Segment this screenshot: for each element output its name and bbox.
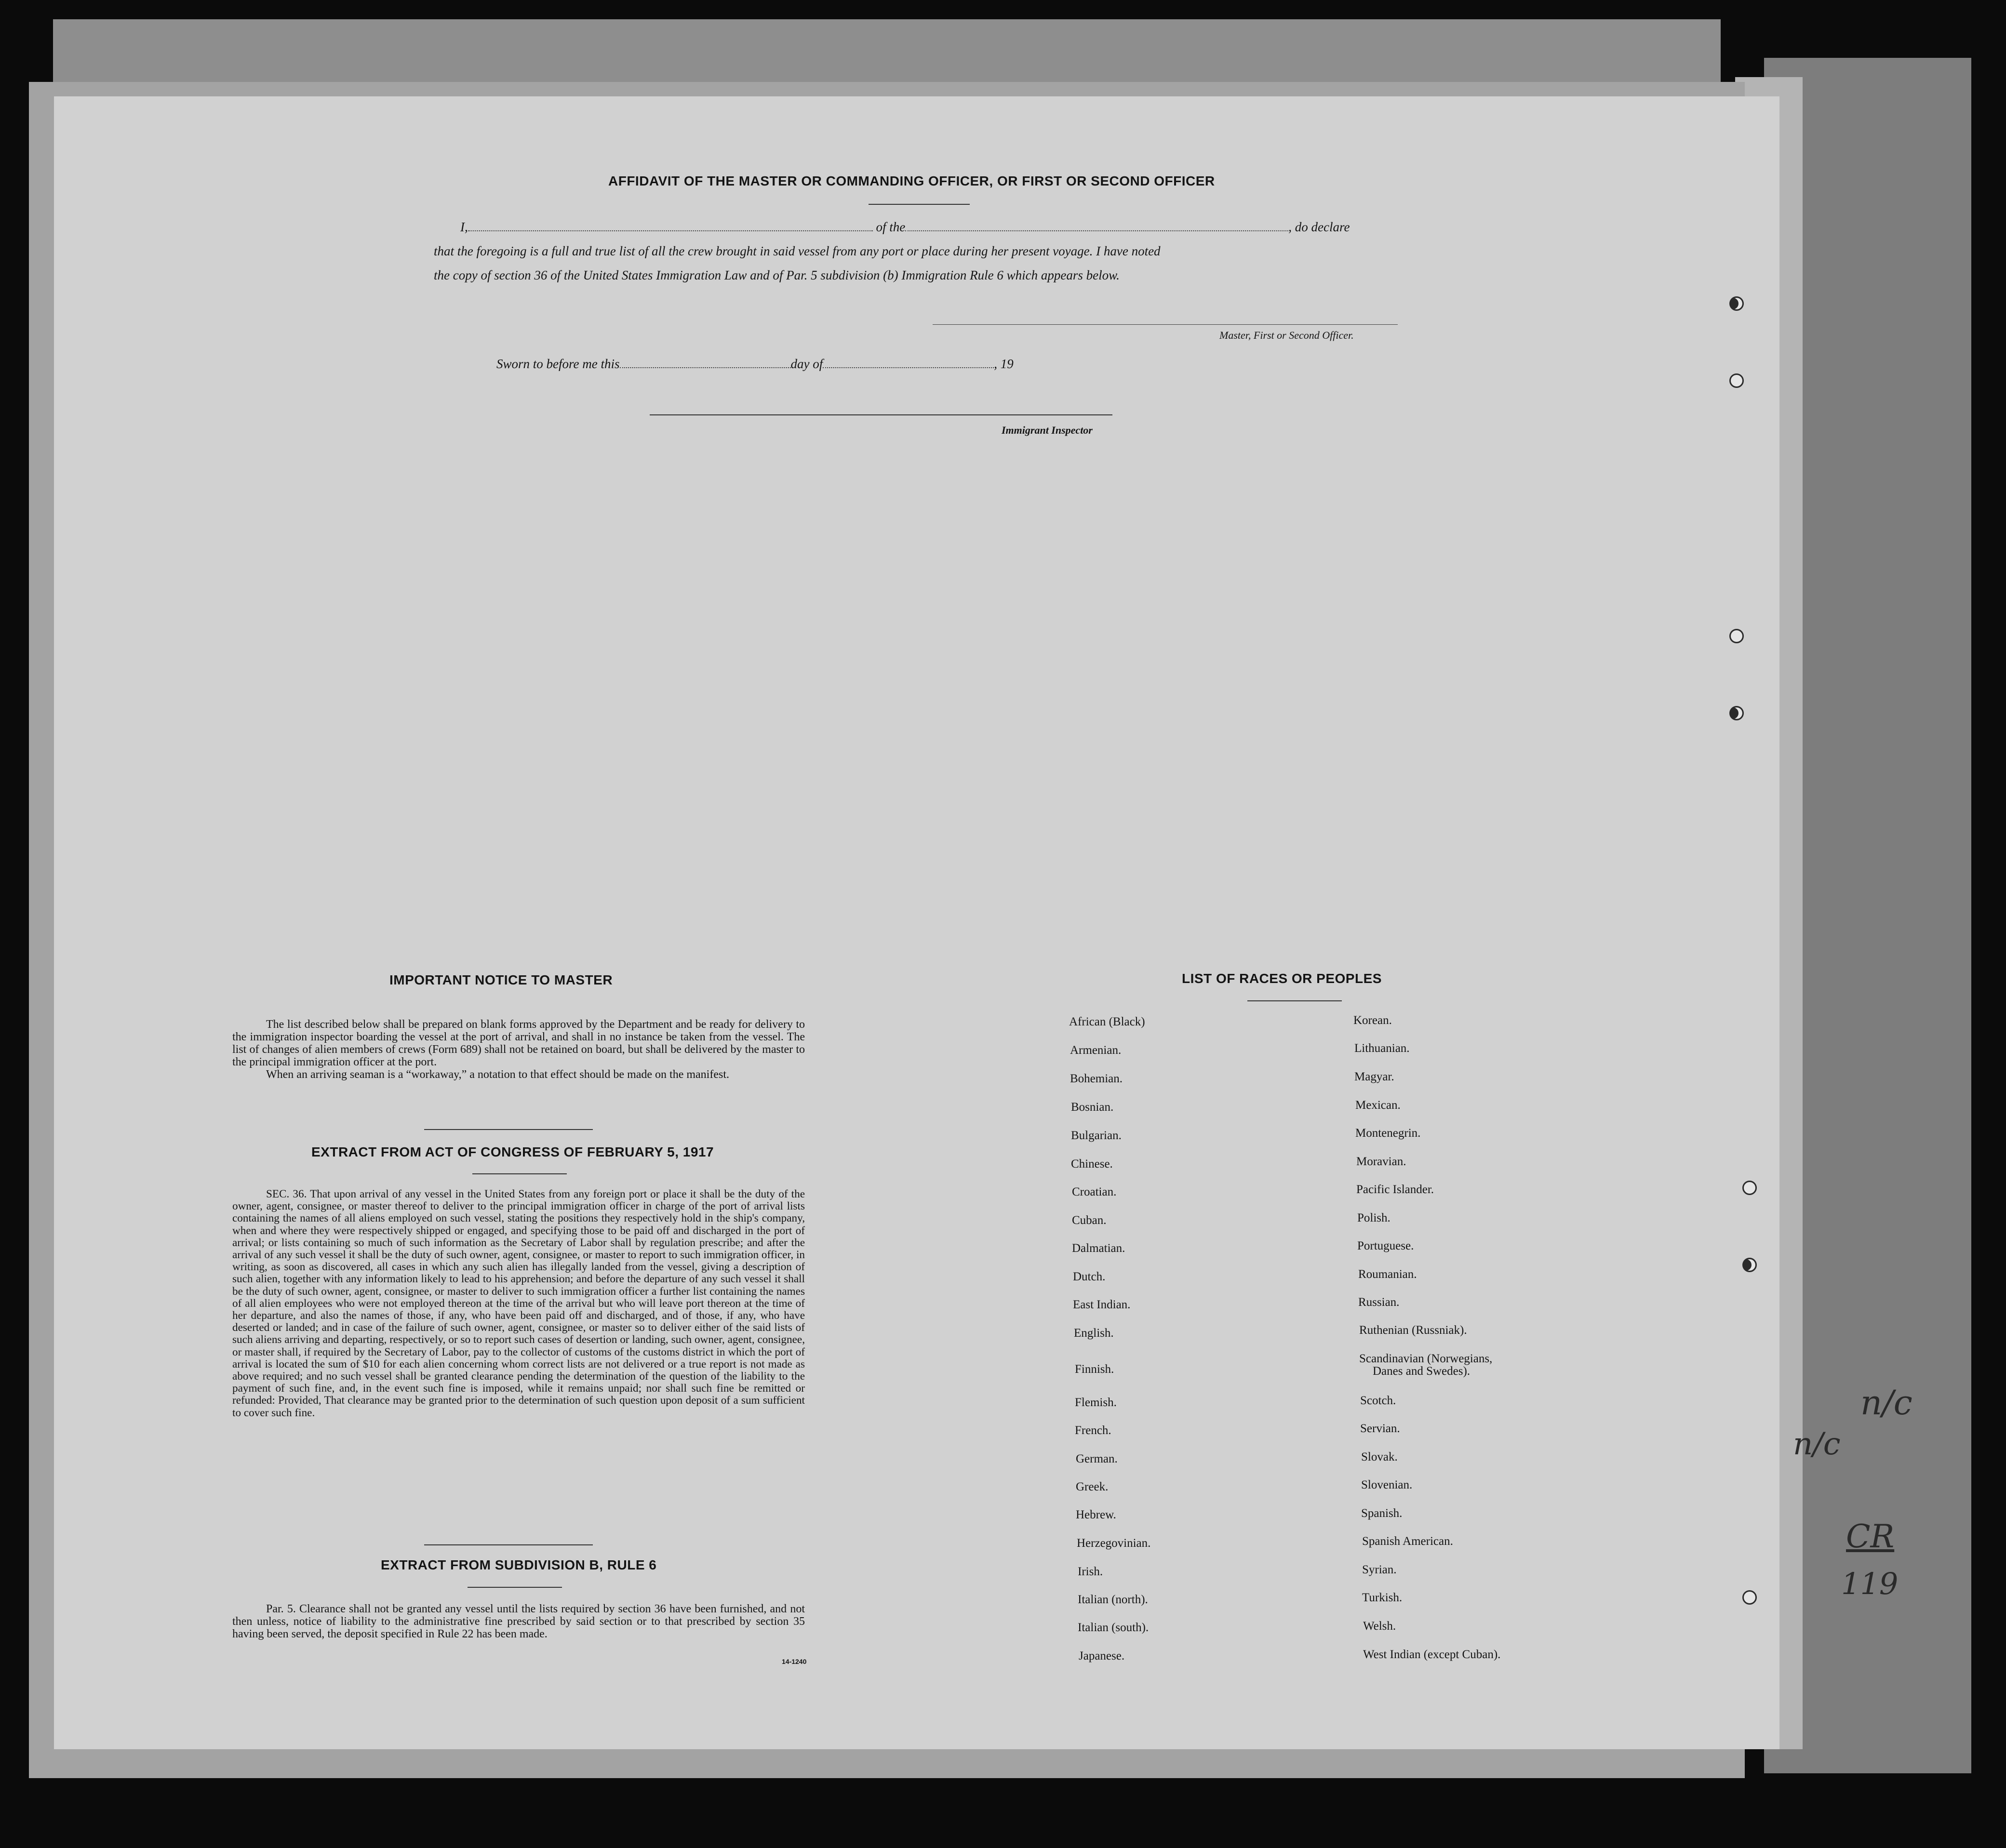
race-item: Japanese.	[1079, 1649, 1125, 1662]
race-item: Mexican.	[1355, 1099, 1401, 1112]
affidavit-line-1	[460, 220, 1350, 235]
race-item: Irish.	[1078, 1565, 1103, 1578]
race-item: Lithuanian.	[1354, 1042, 1410, 1055]
race-item: English.	[1074, 1327, 1114, 1340]
race-item: Hebrew.	[1076, 1508, 1116, 1521]
race-item: Moravian.	[1356, 1155, 1406, 1168]
master-signature-line[interactable]	[933, 324, 1398, 325]
act-text	[232, 1188, 805, 1419]
race-item: Croatian.	[1072, 1185, 1117, 1198]
affidavit-of-the-label: of the	[876, 220, 906, 234]
affidavit-line-3: the copy of section 36 of the United States Immigration Law and of Par. 5 subdivision (b) Immigration Rule 6 which appears below.	[434, 268, 1120, 282]
inspector-caption: Immigrant Inspector	[1002, 424, 1093, 436]
sworn-day-of-label: day of	[790, 357, 823, 371]
race-item: Slovenian.	[1361, 1478, 1413, 1491]
race-item: Bulgarian.	[1071, 1129, 1122, 1142]
race-item: Herzegovinian.	[1077, 1537, 1151, 1550]
affidavit-declare-label: , do declare	[1288, 220, 1350, 234]
master-signature-caption: Master, First or Second Officer.	[1219, 329, 1354, 341]
race-item: Servian.	[1360, 1422, 1400, 1435]
race-item: Greek.	[1076, 1480, 1109, 1493]
race-item: French.	[1075, 1424, 1111, 1437]
affidavit-title: AFFIDAVIT OF THE MASTER OR COMMANDING OFFICER, OR FIRST OR SECOND OFFICER	[608, 173, 1215, 188]
handwritten-note-b: n/c	[1793, 1426, 1841, 1462]
race-item: Ruthenian (Russniak).	[1359, 1324, 1467, 1337]
act-title: EXTRACT FROM ACT OF CONGRESS OF FEBRUARY 5, 1917	[311, 1144, 714, 1159]
notice-text	[232, 1018, 805, 1081]
notice-paragraph-1: The list described below shall be prepared on blank forms approved by the Department and be ready for delivery to the immigration inspector boarding the vessel at the port of arrival, and shall in no instance be taken from the vessel. The list of changes of alien members of crews (Form 689) shall not be retained on board, but shall be delivered by the master to the principal immigration officer at the port.	[232, 1018, 805, 1068]
race-item: Italian (north).	[1078, 1593, 1148, 1606]
race-item: Portuguese.	[1357, 1239, 1414, 1252]
act-end-rule	[424, 1544, 593, 1545]
race-item: Polish.	[1357, 1211, 1391, 1224]
binder-hole-1	[1729, 296, 1744, 311]
notice-title: IMPORTANT NOTICE TO MASTER	[389, 972, 613, 987]
rule-text	[232, 1603, 805, 1640]
affidavit-i-label: I,	[460, 220, 468, 234]
race-item: Chinese.	[1071, 1157, 1113, 1170]
race-item: African (Black)	[1069, 1015, 1145, 1028]
race-item: Slovak.	[1361, 1450, 1398, 1463]
rule-title: EXTRACT FROM SUBDIVISION B, RULE 6	[381, 1557, 657, 1572]
binder-hole-2	[1729, 373, 1744, 388]
race-item: Syrian.	[1362, 1563, 1397, 1576]
form-number: 14-1240	[782, 1658, 807, 1665]
race-item: West Indian (except Cuban).	[1363, 1648, 1501, 1661]
race-item: Pacific Islander.	[1356, 1183, 1434, 1196]
sworn-day-blank[interactable]	[620, 357, 791, 368]
race-item: Spanish.	[1361, 1507, 1403, 1520]
race-item: Russian.	[1358, 1296, 1400, 1309]
race-item: Turkish.	[1362, 1591, 1403, 1604]
handwritten-note-a: n/c	[1860, 1383, 1912, 1423]
binder-hole-5	[1742, 1181, 1757, 1195]
race-item: Danes and Swedes).	[1373, 1365, 1471, 1378]
race-item: German.	[1076, 1452, 1118, 1465]
sworn-month-blank[interactable]	[823, 357, 994, 368]
binder-hole-7	[1742, 1590, 1757, 1605]
rule-paragraph-5: Par. 5. Clearance shall not be granted any vessel until the lists required by section 36 have been furnished, and not then unless, notice of liability to the administrative fine prescribed by said section or to that prescribed by section 35 having been served, the deposit specified in Rule 22 has been made.	[232, 1603, 805, 1640]
inspector-signature-line[interactable]	[650, 414, 1112, 415]
race-item: Dutch.	[1073, 1270, 1106, 1283]
binder-hole-3	[1729, 629, 1744, 643]
race-item: Magyar.	[1354, 1070, 1394, 1083]
race-item: Scotch.	[1360, 1394, 1396, 1407]
race-item: Roumanian.	[1358, 1268, 1417, 1281]
affidavit-line-2: that the foregoing is a full and true list of all the crew brought in said vessel from any port or place during her present voyage. I have noted	[434, 244, 1161, 258]
race-item: Armenian.	[1070, 1044, 1122, 1057]
handwritten-note-d: 119	[1841, 1566, 1899, 1601]
race-item: Spanish American.	[1362, 1535, 1453, 1548]
race-item: Bosnian.	[1071, 1101, 1114, 1114]
race-item: Finnish.	[1075, 1363, 1114, 1376]
sworn-year-label: , 19	[994, 357, 1014, 371]
races-title: LIST OF RACES OR PEOPLES	[1182, 971, 1382, 986]
document-page	[54, 96, 1779, 1749]
race-item: Flemish.	[1075, 1396, 1117, 1409]
binder-hole-6	[1742, 1258, 1757, 1272]
binder-hole-4	[1729, 706, 1744, 720]
handwritten-note-c: CR	[1846, 1518, 1895, 1555]
race-item: Cuban.	[1072, 1214, 1107, 1227]
race-item: East Indian.	[1073, 1298, 1131, 1311]
races-title-rule	[1247, 1000, 1342, 1001]
race-item: Italian (south).	[1078, 1621, 1149, 1634]
sworn-line	[496, 357, 1014, 372]
race-item: Welsh.	[1363, 1620, 1396, 1633]
notice-rule	[424, 1129, 593, 1130]
rule-title-rule	[468, 1587, 562, 1588]
race-item: Montenegrin.	[1355, 1127, 1421, 1140]
race-item: Dalmatian.	[1072, 1242, 1125, 1255]
act-section-36: SEC. 36. That upon arrival of any vessel in the United States from any foreign port or place it shall be the duty of the owner, agent, consignee, or master thereof to deliver to the principal immigration officer in charge of the port of arrival lists containing the names of all aliens employed on such vessel, stating the positions they respectively hold in the ship's company, when and where they were respectively shipped or engaged, and specifying those to be paid off and discharged in the port of arrival; or lists containing so much of such information as the Secretary of Labor shall by regulation prescribe; and after the arrival of any such vessel it shall be the duty of such owner, agent, consignee, or master to report to such immigration officer, in writing, as soon as discovered, all cases in which any such alien has illegally landed from the vessel, giving a description of such alien, together with any information likely to lead to his apprehension; and before the departure of any such vessel it shall be the duty of such owner, agent, consignee, or master to deliver to such immigration officer a further list containing the names of all alien employees who were not employed thereon at the time of the arrival but who will leave port thereon at the time of her departure, and also the names of those, if any, who have been paid off and discharged, and of those, if any, who have deserted or landed; and in case of the failure of such owner, agent, consignee, or master so to deliver either of the said lists of such aliens arriving and departing, respectively, or so to report such cases of desertion or landing, such owner, agent, consignee, or master shall, if required by the Secretary of Labor, pay to the collector of customs of the customs district in which the port of arrival is located the sum of $10 for each alien concerning whom correct lists are not delivered or a true report is not made as above required; and no such vessel shall be granted clearance pending the determination of the question of the liability to the payment of such fine, and, in the event such fine is imposed, while it remains unpaid; nor shall such fine be remitted or refunded: Provided, That clearance may be granted prior to the determination of such question upon deposit of a sum sufficient to cover such fine.	[232, 1188, 805, 1419]
vessel-name-blank[interactable]	[905, 220, 1288, 231]
act-title-rule	[472, 1173, 567, 1174]
affidavit-title-rule	[869, 204, 970, 205]
race-item: Scandinavian (Norwegians,	[1359, 1352, 1493, 1365]
race-item: Bohemian.	[1070, 1072, 1123, 1085]
sworn-prefix-label: Sworn to before me this	[496, 357, 620, 371]
notice-paragraph-2: When an arriving seaman is a “workaway,” a notation to that effect should be made on the manifest.	[266, 1068, 729, 1081]
race-item: Korean.	[1353, 1014, 1392, 1027]
master-name-blank[interactable]	[468, 220, 873, 231]
